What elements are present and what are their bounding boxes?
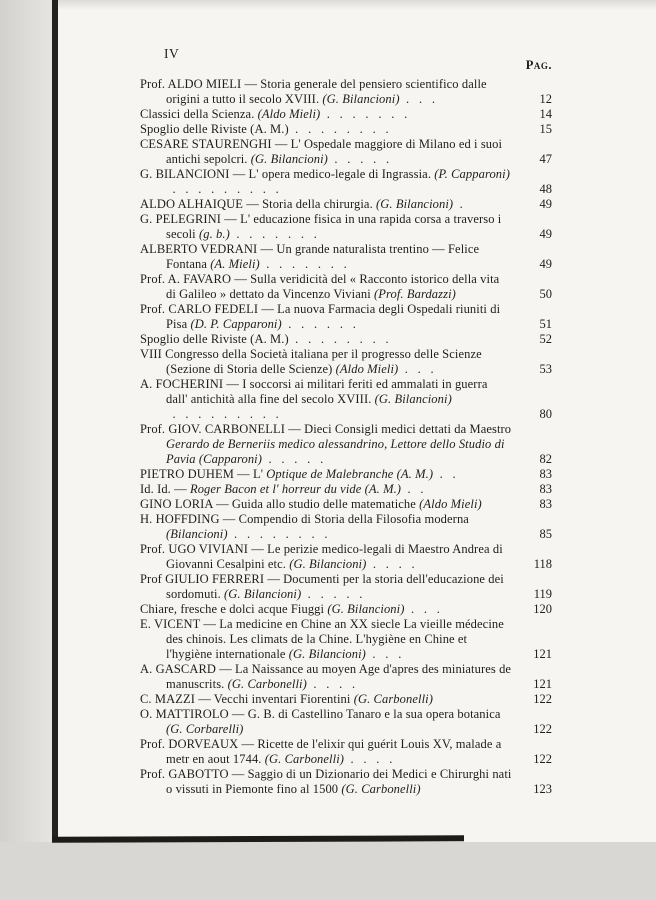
entry-title-text: H. HOFFDING — Compendio di Storia della Filosofia moderna <box>140 512 469 526</box>
entry-title-text: A. GASCARD — La Naissance au moyen Age d'apres des miniatures de manuscrits. <box>140 662 512 691</box>
entry-title-text: G. BILANCIONI — L' opera medico-legale di Ingrassia. <box>140 167 435 181</box>
entry-text <box>140 617 512 662</box>
folio-number: IV <box>164 46 180 61</box>
entry-text <box>140 572 512 602</box>
entry-title-text: Spoglio delle Riviste (A. M.) <box>140 332 289 346</box>
entry-title-text: Prof. DORVEAUX — Ricette de l'elixir qui guérit Louis XV, malade a metr en aout 1744. <box>140 737 502 766</box>
entry-title-text: VIII Congresso della Società italiana per il progresso delle Scienze (Sezione di Storia delle Scienze) <box>140 347 482 376</box>
dot-leader: . . . . . . . <box>320 107 408 121</box>
entry-page-number: 83 <box>539 482 552 496</box>
entry-page-number: 121 <box>533 677 552 691</box>
toc-entry <box>140 467 552 482</box>
entry-title-text: Prof GIULIO FERRERI — Documenti per la storia dell'educazione dei sordomuti. <box>140 572 504 601</box>
entry-page-number: 14 <box>539 107 552 121</box>
entry-title-text: G. PELEGRINI — L' educazione fisica in una rapida corsa a traverso i secoli <box>140 212 502 241</box>
entry-text <box>140 107 512 122</box>
entry-text <box>140 602 512 617</box>
entry-title-text: ALDO ALHAIQUE — Storia della chirurgia. <box>140 197 377 211</box>
entry-text <box>140 707 512 737</box>
toc-list <box>140 77 552 797</box>
entry-title-text: Prof. CARLO FEDELI — La nuova Farmacia degli Ospedali riuniti di Pisa <box>140 302 501 331</box>
scan-left-shade <box>0 0 53 900</box>
dot-leader: . . . . . . . . <box>288 122 389 136</box>
toc-entry <box>140 512 552 542</box>
toc-entry <box>140 572 552 602</box>
entry-reviewer-or-title-italic: (G. Carbonelli) <box>227 677 307 691</box>
dot-leader: . . . . . <box>327 152 390 166</box>
scan-gutter-line <box>52 0 58 842</box>
toc-entry <box>140 107 552 122</box>
entry-text <box>140 212 512 242</box>
toc-entry <box>140 662 552 692</box>
entry-reviewer-or-title-italic: (G. Bilancioni) <box>327 602 405 616</box>
entry-text <box>140 542 512 572</box>
entry-page-number: 122 <box>533 722 552 736</box>
toc-entry <box>140 122 552 137</box>
entry-title-text: PIETRO DUHEM — L' <box>140 467 267 481</box>
entry-text <box>140 122 512 137</box>
entry-title-text: Prof. UGO VIVIANI — Le perizie medico-legali di Maestro Andrea di Giovanni Cesalpini etc. <box>140 542 503 571</box>
entry-reviewer-or-title-italic: (G. Carbonelli) <box>353 692 433 706</box>
scan-top-shade <box>0 0 656 10</box>
entry-page-number: 15 <box>539 122 552 136</box>
entry-page-number: 52 <box>539 332 552 346</box>
entry-page-number: 48 <box>539 182 552 196</box>
entry-title-text: Prof. GABOTTO — Saggio di un Dizionario dei Medici e Chirurghi nati o vissuti in Piemonte fino al 1500 <box>140 767 512 796</box>
toc-entry <box>140 347 552 377</box>
entry-text <box>140 272 512 302</box>
entry-page-number: 49 <box>539 197 552 211</box>
entry-reviewer-or-title-italic: Gerardo de Berneriis medico alessandrino, Lettore dello Studio di Pavia (Capparoni) <box>166 437 505 466</box>
entry-page-number: 123 <box>533 782 552 796</box>
dot-leader: . . . <box>398 362 434 376</box>
entry-page-number: 120 <box>533 602 552 616</box>
entry-text <box>140 482 512 497</box>
toc-entry <box>140 272 552 302</box>
entry-reviewer-or-title-italic: (G. Carbonelli) <box>341 782 421 796</box>
entry-reviewer-or-title-italic: (Aldo Mieli) <box>257 107 321 121</box>
entry-page-number: 85 <box>539 527 552 541</box>
entry-title-text: Chiare, fresche e dolci acque Fiuggi <box>140 602 328 616</box>
dot-leader: . . <box>433 467 456 481</box>
entry-page-number: 122 <box>533 692 552 706</box>
entry-title-text: Prof. GIOV. CARBONELLI — Dieci Consigli medici dettati da Maestro <box>140 422 512 436</box>
toc-entry <box>140 617 552 662</box>
dot-leader: . . . <box>404 602 440 616</box>
entry-reviewer-or-title-italic: (G. Bilancioni) <box>288 647 366 661</box>
toc-entry <box>140 737 552 767</box>
entry-page-number: 83 <box>539 497 552 511</box>
dot-leader: . . . . . . . . . <box>166 407 279 421</box>
entry-text <box>140 512 512 542</box>
toc-entry <box>140 212 552 242</box>
dot-leader: . . . . . . . . . <box>166 182 279 196</box>
toc-entry <box>140 167 552 197</box>
dot-leader: . . <box>401 482 424 496</box>
scan-bottom-shade <box>0 842 656 900</box>
entry-page-number: 49 <box>539 227 552 241</box>
entry-title-text: CESARE STAURENGHI — L' Ospedale maggiore di Milano ed i suoi antichi sepolcri. <box>140 137 503 166</box>
toc-entry <box>140 197 552 212</box>
toc-entry <box>140 602 552 617</box>
toc-entry <box>140 302 552 332</box>
dot-leader: . . . <box>365 647 402 661</box>
entry-text <box>140 377 512 422</box>
entry-text <box>140 242 512 272</box>
entry-reviewer-or-title-italic: (G. Bilancioni) <box>250 152 328 166</box>
toc-entry <box>140 482 552 497</box>
entry-title-text: C. MAZZI — Vecchi inventari Fiorentini <box>140 692 354 706</box>
toc-entry <box>140 497 552 512</box>
entry-page-number: 51 <box>539 317 552 331</box>
entry-reviewer-or-title-italic: (G. Bilancioni) <box>376 197 454 211</box>
entry-title-text: Prof. A. FAVARO — Sulla veridicità del « Racconto istorico della vita di Galileo » dettato da Vincenzo Viviani <box>140 272 500 301</box>
dot-leader: . . . . . . . <box>259 257 347 271</box>
dot-leader: . . . . <box>366 557 415 571</box>
toc-entry <box>140 77 552 107</box>
entry-text <box>140 467 512 482</box>
entry-text <box>140 497 512 512</box>
dot-leader: . <box>453 197 463 211</box>
entry-page-number: 118 <box>533 557 552 571</box>
entry-reviewer-or-title-italic: (G. Corbarelli) <box>166 722 244 736</box>
entry-page-number: 83 <box>539 467 552 481</box>
entry-text <box>140 692 512 707</box>
entry-page-number: 119 <box>533 587 552 601</box>
entry-page-number: 121 <box>533 647 552 661</box>
toc-entry <box>140 767 552 797</box>
page-column-header: Pag. <box>525 58 552 72</box>
entry-text <box>140 167 512 197</box>
entry-reviewer-or-title-italic: (G. Bilancioni) <box>322 92 400 106</box>
toc-entry <box>140 707 552 737</box>
entry-title-text: A. FOCHERINI — I soccorsi ai militari feriti ed ammalati in guerra dall' antichità alla fine del secolo XVIII. <box>140 377 488 406</box>
entry-reviewer-or-title-italic: (G. Carbonelli) <box>264 752 345 766</box>
entry-text <box>140 197 512 212</box>
toc-entry <box>140 242 552 272</box>
toc-entry <box>140 137 552 167</box>
entry-title-text: ALBERTO VEDRANI — Un grande naturalista trentino — Felice Fontana <box>140 242 480 271</box>
entry-title-text: Classici della Scienza. <box>140 107 258 121</box>
entry-title-text: O. MATTIROLO — G. B. di Castellino Tanaro e la sua opera botanica <box>140 707 501 721</box>
entry-reviewer-or-title-italic: (Aldo Mieli) <box>419 497 482 511</box>
entry-title-text: E. VICENT — La medicine en Chine an XX siecle La vieille médecine des chinois. Les climats de la Chine. L'hygiène en Chine et l'hygiène internationale <box>140 617 504 661</box>
toc-entry <box>140 332 552 347</box>
entry-title-text: GINO LORIA — Guida allo studio delle matematiche <box>140 497 420 511</box>
dot-leader: . . . . . . . . <box>227 527 328 541</box>
entry-text <box>140 137 512 167</box>
entry-reviewer-or-title-italic: (G. Bilancioni) <box>224 587 302 601</box>
entry-reviewer-or-title-italic: (A. Mieli) <box>210 257 260 271</box>
dot-leader: . . . . . . . <box>229 227 317 241</box>
entry-reviewer-or-title-italic: (Prof. Bardazzi) <box>374 287 456 301</box>
entry-text <box>140 332 512 347</box>
entry-text <box>140 347 512 377</box>
entry-page-number: 12 <box>539 92 552 106</box>
entry-text <box>140 662 512 692</box>
entry-title-text: Prof. ALDO MIELI — Storia generale del pensiero scientifico dalle origini a tutto il secolo XVIII. <box>140 77 487 106</box>
toc-entry <box>140 542 552 572</box>
toc-entry <box>140 692 552 707</box>
entry-page-number: 49 <box>539 257 552 271</box>
entry-reviewer-or-title-italic: (G. Bilancioni) <box>374 392 452 406</box>
toc-entry <box>140 422 552 467</box>
dot-leader: . . . . . . <box>281 317 356 331</box>
entry-reviewer-or-title-italic: Optique de Malebranche (A. M.) <box>266 467 434 481</box>
entry-page-number: 80 <box>539 407 552 421</box>
entry-reviewer-or-title-italic: Roger Bacon et l' horreur du vide (A. M.) <box>189 482 402 496</box>
entry-text <box>140 737 512 767</box>
entry-reviewer-or-title-italic: (P. Capparoni) <box>434 167 510 181</box>
entry-reviewer-or-title-italic: (Aldo Mieli) <box>335 362 399 376</box>
dot-leader: . . . . <box>306 677 356 691</box>
entry-page-number: 82 <box>539 452 552 466</box>
entry-text <box>140 767 512 797</box>
toc-entry <box>140 377 552 422</box>
dot-leader: . . . . . <box>301 587 363 601</box>
entry-reviewer-or-title-italic: (D. P. Capparoni) <box>190 317 282 331</box>
entry-reviewer-or-title-italic: (Bilancioni) <box>166 527 228 541</box>
entry-reviewer-or-title-italic: (g. b.) <box>198 227 230 241</box>
entry-title-text: Spoglio delle Riviste (A. M.) <box>140 122 289 136</box>
entry-text <box>140 302 512 332</box>
entry-page-number: 122 <box>533 752 552 766</box>
entry-text <box>140 422 512 467</box>
entry-reviewer-or-title-italic: (G. Bilancioni) <box>289 557 367 571</box>
entry-page-number: 53 <box>539 362 552 376</box>
entry-title-text: Id. Id. — <box>140 482 190 496</box>
dot-leader: . . . . . <box>262 452 324 466</box>
dot-leader: . . . . <box>344 752 393 766</box>
entry-text <box>140 77 512 107</box>
dot-leader: . . . <box>399 92 436 106</box>
dot-leader: . . . . . . . . <box>288 332 389 346</box>
entry-page-number: 47 <box>539 152 552 166</box>
entry-page-number: 50 <box>539 287 552 301</box>
